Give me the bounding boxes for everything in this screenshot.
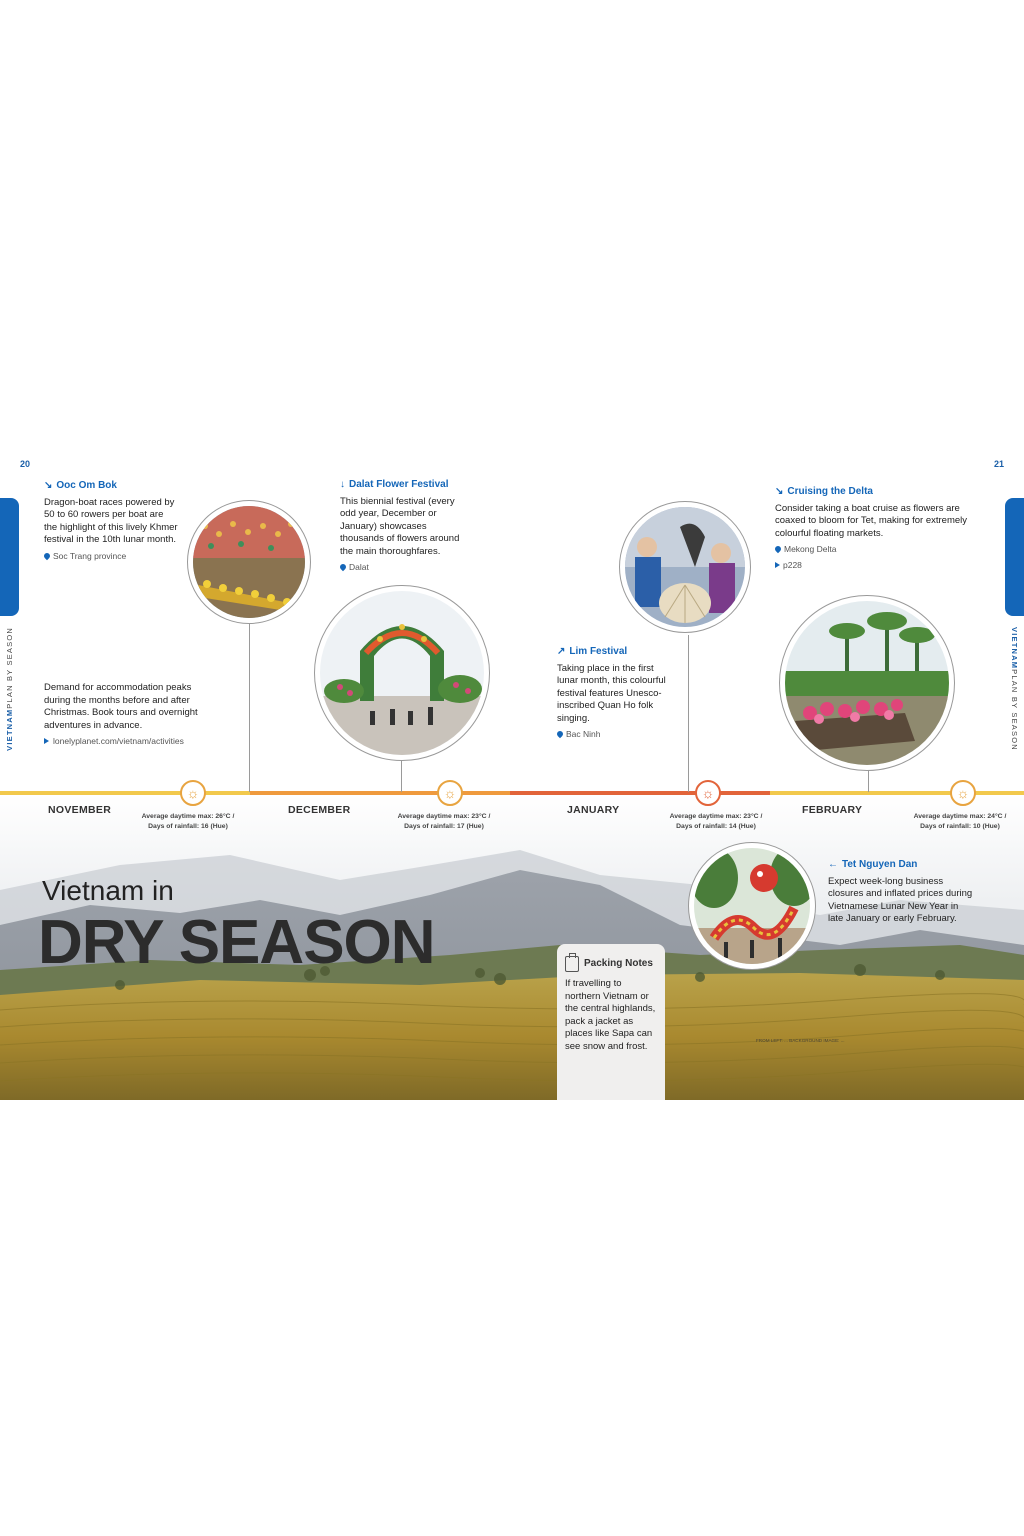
photo-dalat-flower-arch bbox=[314, 585, 490, 761]
event-title-text: Lim Festival bbox=[569, 646, 628, 657]
climate-temp: Average daytime max: 23°C / bbox=[397, 813, 491, 820]
event-title-text: Dalat Flower Festival bbox=[349, 479, 449, 490]
note-link-text[interactable]: lonelyplanet.com/vietnam/activities bbox=[53, 736, 184, 746]
climate-rain: Days of rainfall: 17 (Hue) bbox=[404, 823, 484, 830]
timeline-segment-december bbox=[250, 791, 510, 795]
event-description: Taking place in the first lunar month, this colourful festival features Unesco-inscribed Quan Ho folk singing. bbox=[557, 662, 666, 724]
floating-market-illustration bbox=[785, 601, 949, 765]
side-label-strong: VIETNAM bbox=[5, 708, 14, 751]
sun-icon: ☼ bbox=[180, 780, 206, 806]
page-number-left: 20 bbox=[20, 459, 31, 469]
event-location-text: Bac Ninh bbox=[566, 729, 601, 739]
month-november: NOVEMBER bbox=[48, 804, 112, 816]
event-title bbox=[557, 646, 672, 659]
event-description: Dragon-boat races powered by 50 to 60 rowers per boat are the highlight of this lively Khmer festival in the 10th lunar month. bbox=[44, 496, 178, 545]
climate-rain: Days of rainfall: 16 (Hue) bbox=[148, 823, 228, 830]
side-label-left bbox=[5, 627, 14, 751]
event-title bbox=[340, 479, 470, 492]
side-label-strong: VIETNAM bbox=[1010, 627, 1019, 670]
packing-notes-box bbox=[557, 944, 665, 1100]
event-title bbox=[775, 486, 970, 499]
climate-november bbox=[128, 812, 248, 832]
event-lim-festival bbox=[557, 646, 672, 741]
event-title bbox=[828, 859, 973, 872]
note-text: Demand for accommodation peaks during the months before and after Christmas. Book tours and overnight adventures in advance. bbox=[44, 682, 198, 731]
flower-arch-illustration bbox=[320, 591, 484, 755]
event-title-text: Ooc Om Bok bbox=[56, 480, 117, 491]
event-title-text: Tet Nguyen Dan bbox=[842, 859, 918, 870]
page-reference[interactable] bbox=[775, 559, 970, 572]
event-title bbox=[44, 480, 179, 493]
event-location bbox=[340, 561, 470, 574]
packing-notes-header bbox=[565, 956, 657, 972]
event-description: Consider taking a boat cruise as flowers are coaxed to bloom for Tet, making for extremely colourful floating markets. bbox=[775, 502, 968, 539]
event-cruising-the-delta bbox=[775, 486, 970, 571]
photo-frame bbox=[694, 848, 810, 964]
event-location-text: Soc Trang province bbox=[53, 550, 127, 561]
sun-icon: ☼ bbox=[950, 780, 976, 806]
month-december: DECEMBER bbox=[288, 804, 351, 816]
climate-temp: Average daytime max: 23°C / bbox=[669, 813, 763, 820]
side-label-right bbox=[1010, 627, 1019, 751]
month-january: JANUARY bbox=[567, 804, 620, 816]
connector-line bbox=[249, 620, 250, 792]
photo-quan-ho-singers bbox=[619, 501, 751, 633]
side-label-rest: PLAN BY SEASON bbox=[1010, 669, 1019, 751]
event-location-text: Dalat bbox=[349, 562, 369, 572]
climate-temp: Average daytime max: 26°C / bbox=[141, 813, 235, 820]
event-tet-nguyen-dan bbox=[828, 859, 973, 926]
hero-title-line-2: DRY SEASON bbox=[38, 908, 435, 977]
page-number-right: 21 bbox=[993, 459, 1004, 469]
map-pin-icon bbox=[774, 545, 782, 553]
event-ooc-om-bok bbox=[44, 480, 179, 562]
hero-title-line-1: Vietnam in bbox=[42, 875, 174, 906]
connector-line bbox=[401, 760, 402, 792]
arrow-icon: ↓ bbox=[340, 479, 345, 490]
arrow-right-icon bbox=[775, 562, 780, 568]
photo-dragon-dance bbox=[688, 842, 816, 970]
note-link[interactable] bbox=[44, 735, 214, 748]
timeline-segment-november bbox=[0, 791, 250, 795]
event-location bbox=[557, 728, 672, 741]
map-pin-icon bbox=[339, 563, 347, 571]
dragon-boat-illustration bbox=[193, 506, 305, 618]
climate-december bbox=[384, 812, 504, 832]
event-location bbox=[44, 550, 179, 563]
photo-frame bbox=[785, 601, 949, 765]
photo-frame bbox=[625, 507, 745, 627]
packing-notes-title: Packing Notes bbox=[584, 957, 653, 969]
connector-line bbox=[688, 635, 689, 792]
event-description: This biennial festival (every odd year, December or January) showcases thousands of flowers around the main thoroughfares. bbox=[340, 495, 460, 557]
photo-dragon-boat-race bbox=[187, 500, 311, 624]
map-pin-icon bbox=[43, 552, 51, 560]
climate-january bbox=[656, 812, 776, 832]
season-timeline bbox=[0, 791, 1024, 795]
arrow-icon: ↗ bbox=[557, 646, 566, 657]
photo-floating-market-flowers bbox=[779, 595, 955, 771]
dragon-dance-illustration bbox=[694, 848, 810, 964]
timeline-segment-january bbox=[510, 791, 770, 795]
arrow-right-icon bbox=[44, 738, 49, 744]
book-spread bbox=[0, 455, 1024, 1100]
packing-notes-text: If travelling to northern Vietnam or the central highlands, pack a jacket as places like Sapa can see snow and frost. bbox=[565, 978, 656, 1052]
climate-rain: Days of rainfall: 10 (Hue) bbox=[920, 823, 1000, 830]
arrow-icon: ← bbox=[828, 859, 838, 870]
side-label-rest: PLAN BY SEASON bbox=[5, 627, 14, 709]
photo-frame bbox=[320, 591, 484, 755]
side-tab-right bbox=[1005, 498, 1024, 616]
page-reference-text[interactable]: p228 bbox=[783, 559, 802, 570]
photo-frame bbox=[193, 506, 305, 618]
map-pin-icon bbox=[556, 730, 564, 738]
event-title-text: Cruising the Delta bbox=[787, 486, 873, 497]
photo-credits: FROM LEFT: ... BACKGROUND IMAGE: ... bbox=[756, 1038, 845, 1043]
event-location bbox=[775, 543, 970, 556]
arrow-icon: ↘ bbox=[775, 486, 784, 497]
side-tab-left bbox=[0, 498, 19, 616]
sun-icon: ☼ bbox=[437, 780, 463, 806]
event-location-text: Mekong Delta bbox=[784, 544, 837, 554]
month-february: FEBRUARY bbox=[802, 804, 863, 816]
event-dalat-flower-festival bbox=[340, 479, 470, 574]
arrow-icon: ↘ bbox=[44, 480, 53, 491]
event-description: Expect week-long business closures and inflated prices during Vietnamese Lunar New Year in late January or early February. bbox=[828, 875, 973, 924]
sun-icon: ☼ bbox=[695, 780, 721, 806]
luggage-icon bbox=[565, 956, 579, 972]
climate-rain: Days of rainfall: 14 (Hue) bbox=[676, 823, 756, 830]
climate-february bbox=[900, 812, 1020, 832]
singers-illustration bbox=[625, 507, 745, 627]
climate-temp: Average daytime max: 24°C / bbox=[913, 813, 1007, 820]
accommodation-note bbox=[44, 682, 214, 748]
timeline-segment-february bbox=[770, 791, 1024, 795]
